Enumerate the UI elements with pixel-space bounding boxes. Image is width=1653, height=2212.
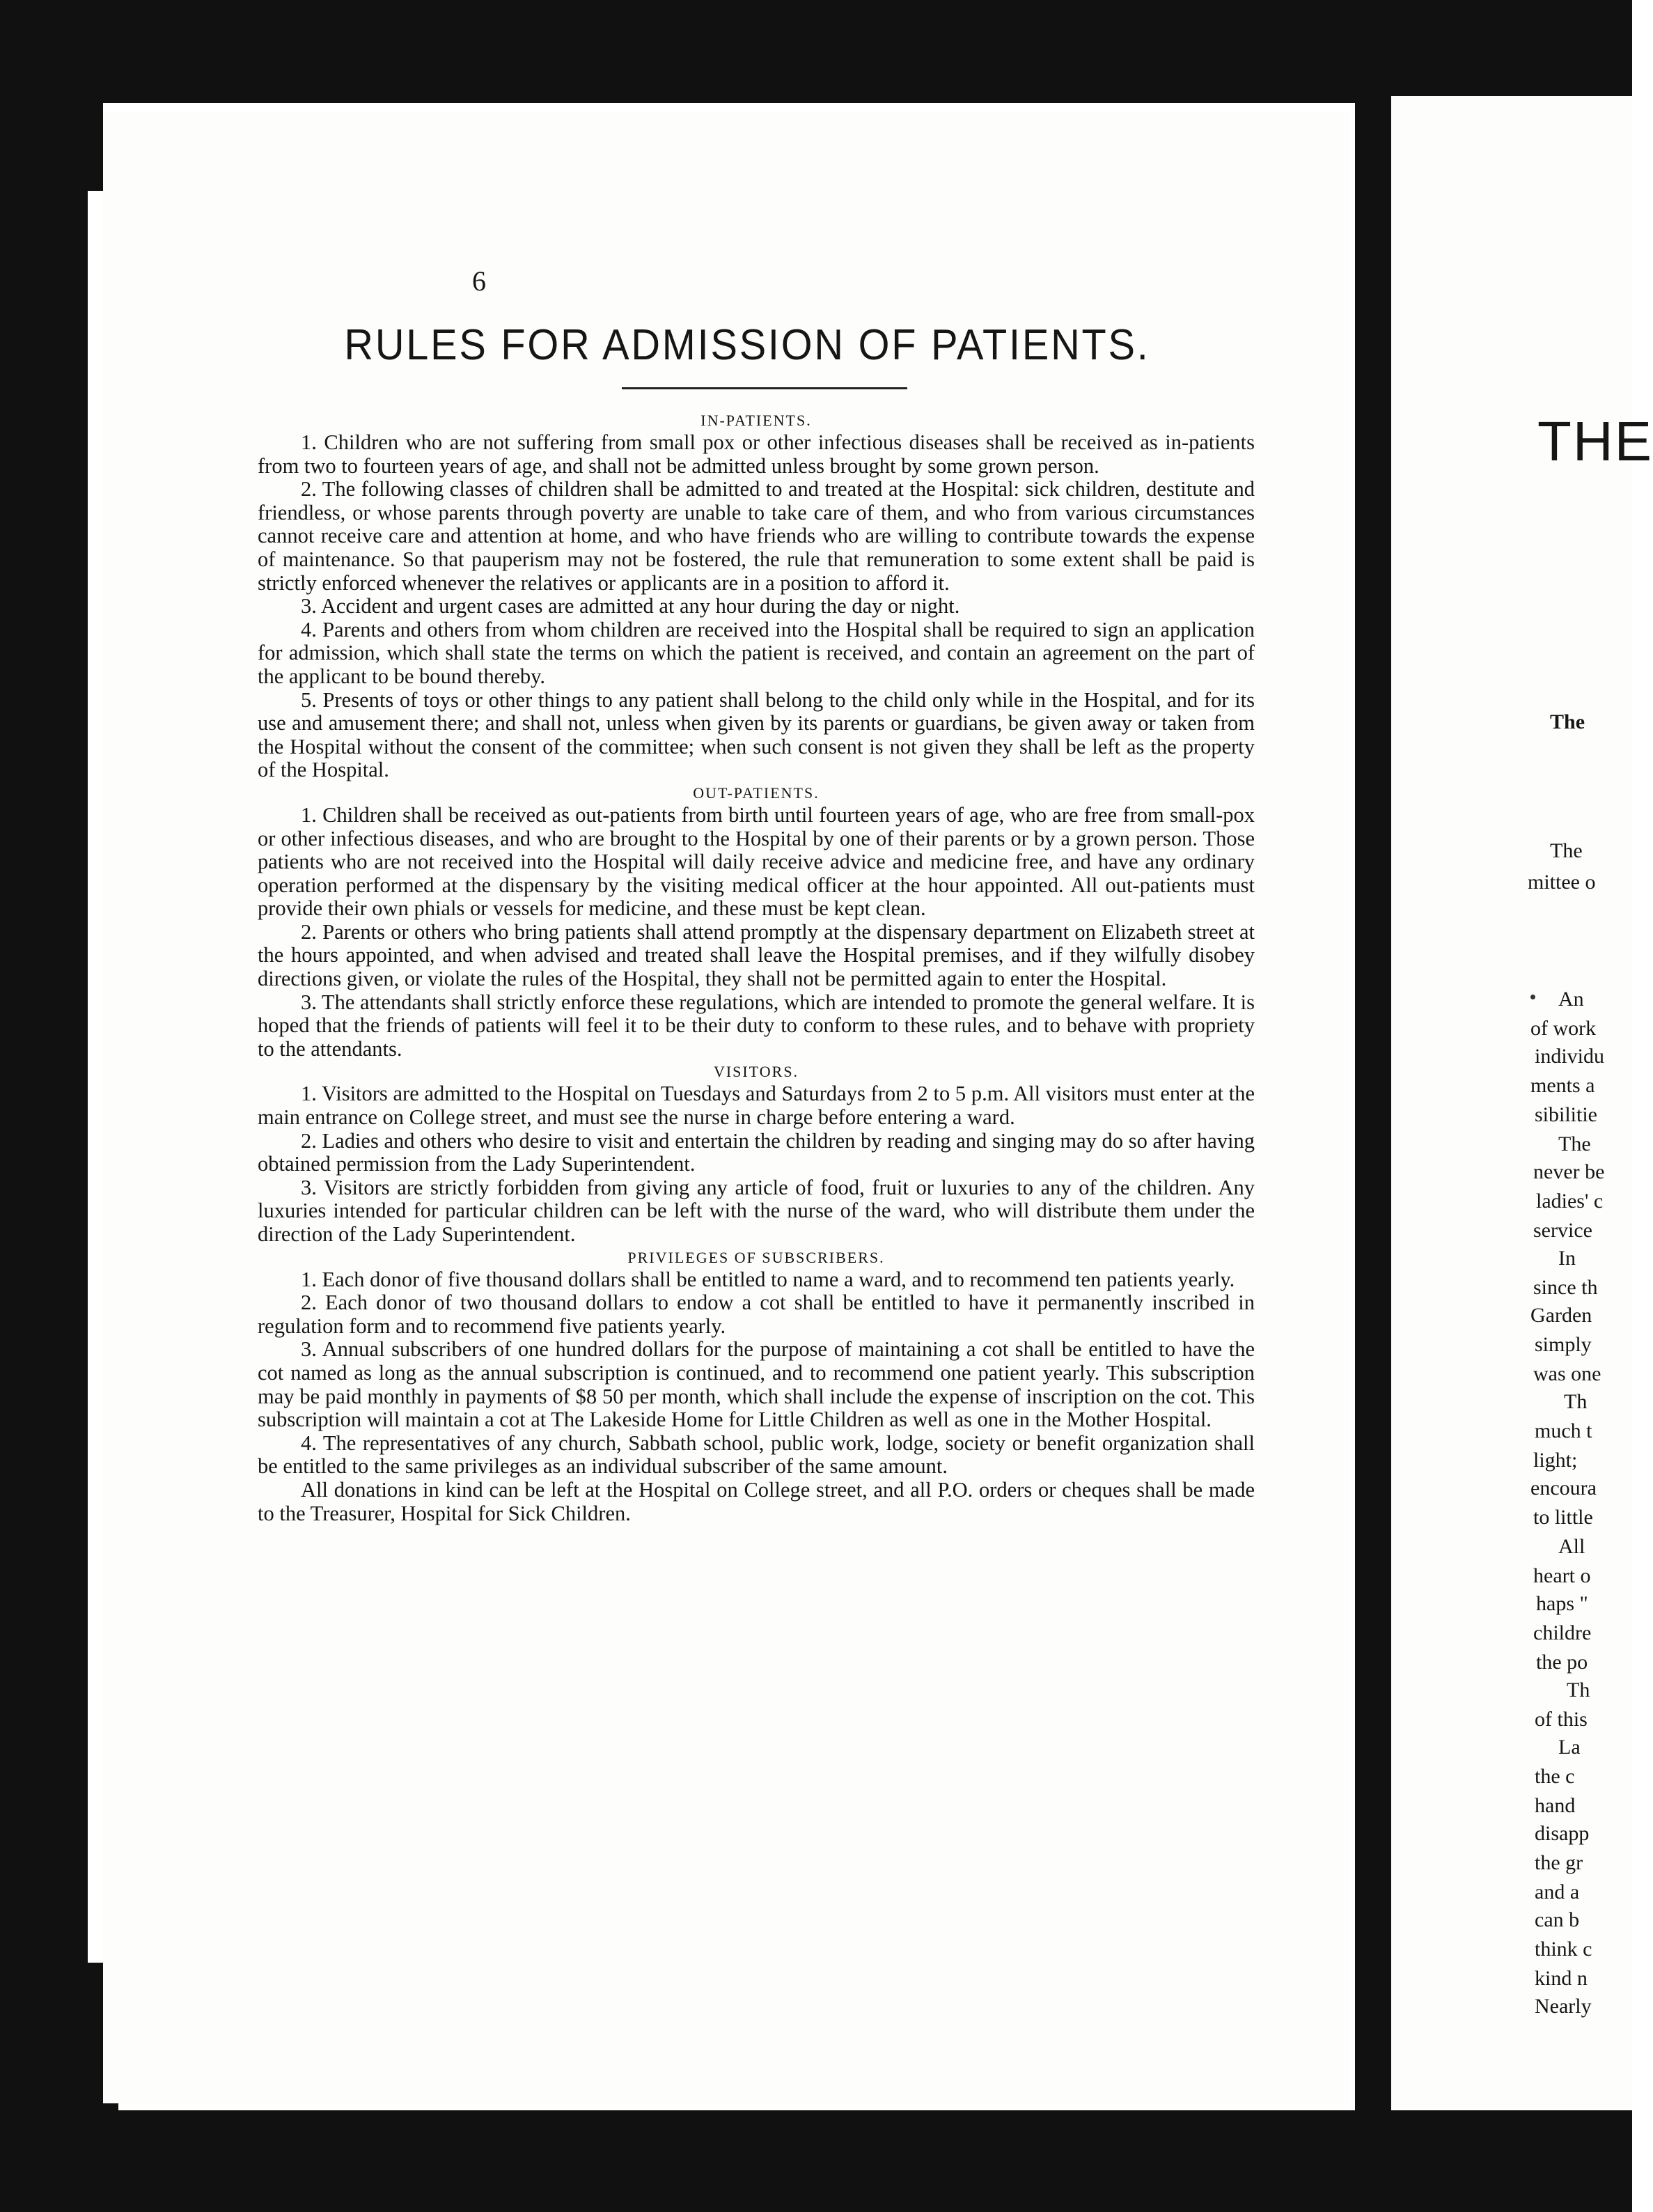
page-gutter <box>1355 0 1391 2212</box>
right-page-fragment: simply <box>1535 1333 1592 1356</box>
right-page-fragment: The <box>1558 1132 1591 1155</box>
rules-content <box>258 410 1255 1525</box>
right-page-fragment: never be <box>1533 1160 1605 1183</box>
left-page <box>103 111 1349 2103</box>
rule-paragraph: 4. Parents and others from whom children are received into the Hospital shall be required to sign an application for admission, which shall state the terms on which the patient is received, and contain an agreement on the part of the applicant to be bound thereby. <box>258 617 1255 688</box>
rule-paragraph: All donations in kind can be left at the Hospital on College street, and all P.O. orders or cheques shall be made to the Treasurer, Hospital for Sick Children. <box>258 1477 1255 1525</box>
right-page-fragment: the gr <box>1535 1851 1583 1874</box>
right-page-fragment: hand <box>1535 1794 1576 1817</box>
right-page-fragment: much t <box>1535 1419 1592 1442</box>
scan-border-left-step <box>88 103 103 191</box>
page-title: RULES FOR ADMISSION OF PATIENTS. <box>344 321 1150 369</box>
ink-dot <box>1530 995 1535 999</box>
right-page-fragment: heart o <box>1533 1564 1591 1587</box>
right-page-fragment: was one <box>1533 1362 1601 1385</box>
right-page-fragment: encoura <box>1530 1477 1597 1500</box>
right-page-fragment: All <box>1558 1535 1585 1558</box>
rule-paragraph: 3. Visitors are strictly forbidden from giving any article of food, fruit or luxuries to any of the children. Any luxuries intended for particular children can be left with the nurse of the ward, who will distribute them under the direction of the Lady Superintendent. <box>258 1175 1255 1246</box>
right-page-fragment: service <box>1533 1219 1592 1242</box>
right-page-fragment: Nearly <box>1535 1995 1592 2018</box>
title-rule <box>622 387 907 389</box>
right-page-fragment: childre <box>1533 1621 1592 1644</box>
rule-paragraph: 1. Visitors are admitted to the Hospital on Tuesdays and Saturdays from 2 to 5 p.m. All visitors must enter at the main entrance on College street, and must see the nurse in charge before entering a ward. <box>258 1082 1255 1130</box>
right-page-fragment: Th <box>1564 1390 1588 1413</box>
right-page-fragment: The <box>1550 839 1583 862</box>
right-page-title-fragment: THE <box>1537 410 1653 472</box>
rule-paragraph: 3. Accident and urgent cases are admitted at any hour during the day or night. <box>301 594 960 618</box>
right-page-fragment: think c <box>1535 1938 1592 1961</box>
rule-paragraph: 2. Ladies and others who desire to visit and entertain the children by reading and singing may do so after having obtained permission from the Lady Superintendent. <box>258 1128 1255 1176</box>
right-page-fragment: since th <box>1533 1276 1598 1299</box>
right-page-fragment: ments a <box>1530 1074 1595 1097</box>
section-heading: VISITORS. <box>713 1063 799 1081</box>
right-page-fragment: mittee o <box>1528 871 1596 894</box>
right-page-fragment: and a <box>1535 1880 1580 1903</box>
rule-paragraph: 1. Children who are not suffering from small pox or other infectious diseases shall be received as in-patients from two to fourteen years of age, and shall not be admitted unless brought by some grown person. <box>258 430 1255 478</box>
right-page-fragment: Garden <box>1530 1304 1592 1327</box>
rule-paragraph: 1. Each donor of five thousand dollars shall be entitled to name a ward, and to recommend ten patients yearly. <box>301 1267 1235 1291</box>
right-page-fragment: kind n <box>1535 1967 1588 1990</box>
right-page-fragment: of work <box>1530 1017 1597 1040</box>
right-page-fragment: the po <box>1536 1651 1588 1674</box>
section-heading: OUT-PATIENTS. <box>693 784 820 802</box>
right-page-fragment: haps " <box>1536 1592 1588 1615</box>
right-page-fragment: to little <box>1533 1506 1593 1529</box>
scan-border-left <box>0 0 88 2212</box>
right-page <box>1391 96 1653 2110</box>
right-page-fragment: individu <box>1535 1045 1605 1068</box>
right-page-fragment: light; <box>1533 1449 1578 1472</box>
right-page-fragment: In <box>1558 1247 1576 1270</box>
right-page-fragment: disapp <box>1535 1822 1590 1845</box>
rule-paragraph: 2. The following classes of children shall be admitted to and treated at the Hospital: sick children, destitute and friendless, or whose parents through poverty are unable to take care of them, and who from various circumstances cannot receive care and attention at home, and who have friends who are willing to contribute towards the expense of maintenance. So that pauperism may not be fostered, the rule that remuneration to some extent shall be paid is strictly enforced whenever the relatives or applicants are in a position to afford it. <box>258 477 1255 595</box>
right-page-fragment: The <box>1550 710 1585 733</box>
right-page-fragment: ladies' c <box>1536 1190 1604 1213</box>
section-heading: PRIVILEGES OF SUBSCRIBERS. <box>627 1248 885 1266</box>
section-heading: IN-PATIENTS. <box>700 412 812 429</box>
right-page-fragment: of this <box>1535 1708 1588 1731</box>
right-page-fragment: La <box>1558 1736 1581 1759</box>
rule-paragraph: 3. Annual subscribers of one hundred dollars for the purpose of maintaining a cot shall be entitled to have the cot named as long as the annual subscription is continued, and to recommend one patient yearly. This subscription may be paid monthly in payments of $8 50 per month, which shall include the expense of inscription on the cot. This subscription will maintain a cot at The Lakeside Home for Little Children as well as one in the Mother Hospital. <box>258 1337 1255 1432</box>
rule-paragraph: 5. Presents of toys or other things to any patient shall belong to the child only while in the Hospital, and for its use and amusement there; and shall not, unless when given by its parents or guardians, be given away or taken from the Hospital without the consent of the committee; when such consent is not given they shall be left as the property of the Hospital. <box>258 687 1255 782</box>
right-page-fragment: Th <box>1567 1679 1590 1701</box>
right-page-fragment: sibilitie <box>1535 1103 1597 1126</box>
page-number: 6 <box>472 265 486 297</box>
rule-paragraph: 2. Each donor of two thousand dollars to endow a cot shall be entitled to have it permanently inscribed in regulation form and to recommend five patients yearly. <box>258 1291 1255 1338</box>
right-page-fragment: can b <box>1535 1908 1580 1931</box>
right-page-fragment: the c <box>1535 1765 1575 1788</box>
rule-paragraph: 3. The attendants shall strictly enforce these regulations, which are intended to promote the general welfare. It is hoped that the friends of patients will feel it to be their duty to conform to these rules, and to behave with propriety to the attendants. <box>258 990 1255 1061</box>
rule-paragraph: 2. Parents or others who bring patients shall attend promptly at the dispensary department on Elizabeth street at the hours appointed, and when advised and treated shall leave the Hospital premises, and if they wilfully disobey directions given, or violate the rules of the Hospital, they shall not be permitted again to enter the Hospital. <box>258 919 1255 991</box>
right-page-fragment: An <box>1558 988 1584 1011</box>
rule-paragraph: 4. The representatives of any church, Sabbath school, public work, lodge, society or benefit organization shall be entitled to the same privileges as an individual subscriber of the same amount. <box>258 1431 1255 1479</box>
rule-paragraph: 1. Children shall be received as out-patients from birth until fourteen years of age, who are free from small-pox or other infectious diseases, and who are brought to the Hospital by one of their parents or by a grown person. Those patients who are not received into the Hospital will daily receive advice and medicine free, and have any ordinary operation performed at the dispensary by the visiting medical officer at the hour appointed. All out-patients must provide their own phials or vessels for medicine, and these must be kept clean. <box>258 802 1255 921</box>
